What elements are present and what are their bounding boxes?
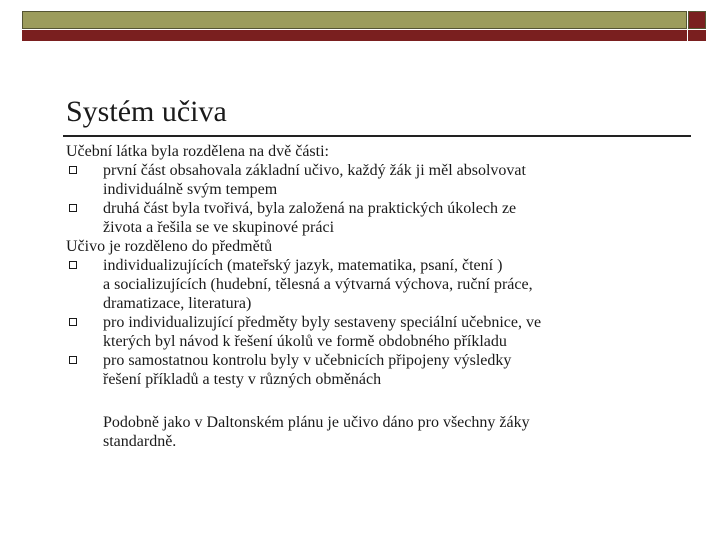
- intro-line: Učební látka byla rozdělena na dvě části:: [66, 143, 329, 160]
- hollow-square-bullet-icon: [69, 318, 77, 326]
- hollow-square-bullet-icon: [69, 356, 77, 364]
- hollow-square-bullet-icon: [69, 204, 77, 212]
- list-item-text: druhá část byla tvořivá, byla založená na praktických úkolech ze života a řešila se ve skupinové práci: [103, 200, 517, 236]
- list-item-text: první část obsahovala základní učivo, každý žák ji měl absolvovat individuálně svým tempem: [103, 162, 526, 198]
- slide-body: [66, 142, 666, 451]
- hollow-square-bullet-icon: [69, 166, 77, 174]
- list-item: [66, 199, 666, 237]
- header-olive-bar: [22, 11, 687, 29]
- subjects-heading: Učivo je rozděleno do předmětů: [66, 238, 273, 255]
- list-item: [66, 161, 666, 199]
- hollow-square-bullet-icon: [69, 261, 77, 269]
- list-item-text: pro individualizující předměty byly sestaveny speciální učebnice, ve kterých byl návod k řešení úkolů ve formě obdobného příkladu: [103, 314, 542, 350]
- title-divider: [63, 135, 691, 137]
- list-item-text: pro samostatnou kontrolu byly v učebnicích připojeny výsledky řešení příkladů a testy v různých obměnách: [103, 352, 512, 388]
- slide-title: Systém učiva: [66, 95, 227, 128]
- list-item: [66, 351, 666, 389]
- list-item: [66, 313, 666, 351]
- list-item-text: individualizujících (mateřský jazyk, matematika, psaní, čtení ) a socializujících (hudební, tělesná a výtvarná výchova, ruční práce, dramatizace, literatura): [103, 257, 533, 312]
- header-corner-square-top: [688, 11, 706, 29]
- closing-note: Podobně jako v Daltonském plánu je učivo dáno pro všechny žáky standardně.: [103, 414, 530, 450]
- header-corner-square-bottom: [688, 30, 706, 41]
- list-item: [66, 256, 666, 313]
- header-red-bar: [22, 30, 687, 41]
